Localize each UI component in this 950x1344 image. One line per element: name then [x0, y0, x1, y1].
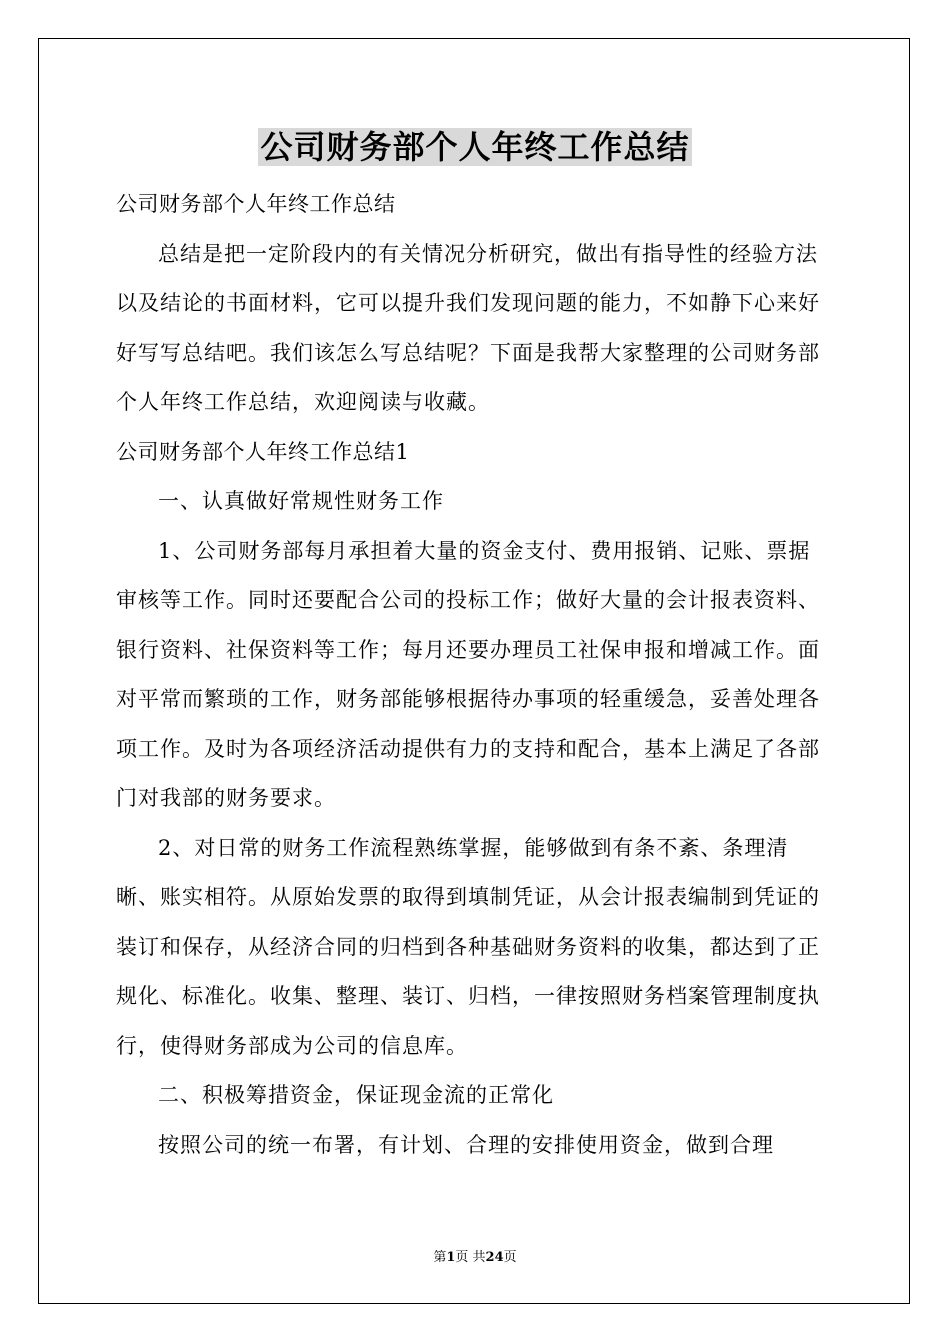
document-title: 公司财务部个人年终工作总结 — [260, 128, 690, 166]
page-suffix: 页 — [503, 1250, 517, 1265]
document-body — [116, 180, 832, 1170]
subheading-two: 二、积极筹措资金，保证现金流的正常化 — [158, 1083, 554, 1107]
body-paragraph-one: 1、公司财务部每月承担着大量的资金支付、费用报销、记账、票据审核等工作。同时还要配合公司的投标工作；做好大量的会计报表资料、银行资料、社保资料等工作；每月还要办理员工社保申报和增减工作。面对平常而繁琐的工作，财务部能够根据待办事项的轻重缓急，妥善处理各项工作。及时为各项经济活动提供有力的支持和配合，基本上满足了各部门对我部的财务要求。 — [116, 538, 820, 810]
document-title-wrap — [0, 126, 950, 168]
subtitle-paragraph: 公司财务部个人年终工作总结 — [116, 192, 396, 216]
body-paragraph-three: 按照公司的统一布署，有计划、合理的安排使用资金，做到合理 — [158, 1132, 774, 1157]
page-mid: 页 共 — [455, 1250, 486, 1265]
body-paragraph-two: 2、对日常的财务工作流程熟练掌握，能够做到有条不紊、条理清晰、账实相符。从原始发票的取得到填制凭证，从会计报表编制到凭证的装订和保存，从经济合同的归档到各种基础财务资料的收集，都达到了正规化、标准化。收集、整理、装订、归档，一律按照财务档案管理制度执行，使得财务部成为公司的信息库。 — [116, 835, 820, 1058]
subheading-one: 一、认真做好常规性财务工作 — [158, 489, 444, 513]
page-total: 24 — [485, 1250, 504, 1265]
page-prefix: 第 — [433, 1250, 447, 1265]
page-footer — [0, 1246, 950, 1265]
section-heading: 公司财务部个人年终工作总结1 — [116, 439, 410, 464]
intro-paragraph: 总结是把一定阶段内的有关情况分析研究，做出有指导性的经验方法以及结论的书面材料，它可以提升我们发现问题的能力，不如静下心来好好写写总结吧。我们该怎么写总结呢？下面是我帮大家整理的公司财务部个人年终工作总结，欢迎阅读与收藏。 — [116, 241, 820, 414]
page-number: 1 — [446, 1250, 456, 1265]
